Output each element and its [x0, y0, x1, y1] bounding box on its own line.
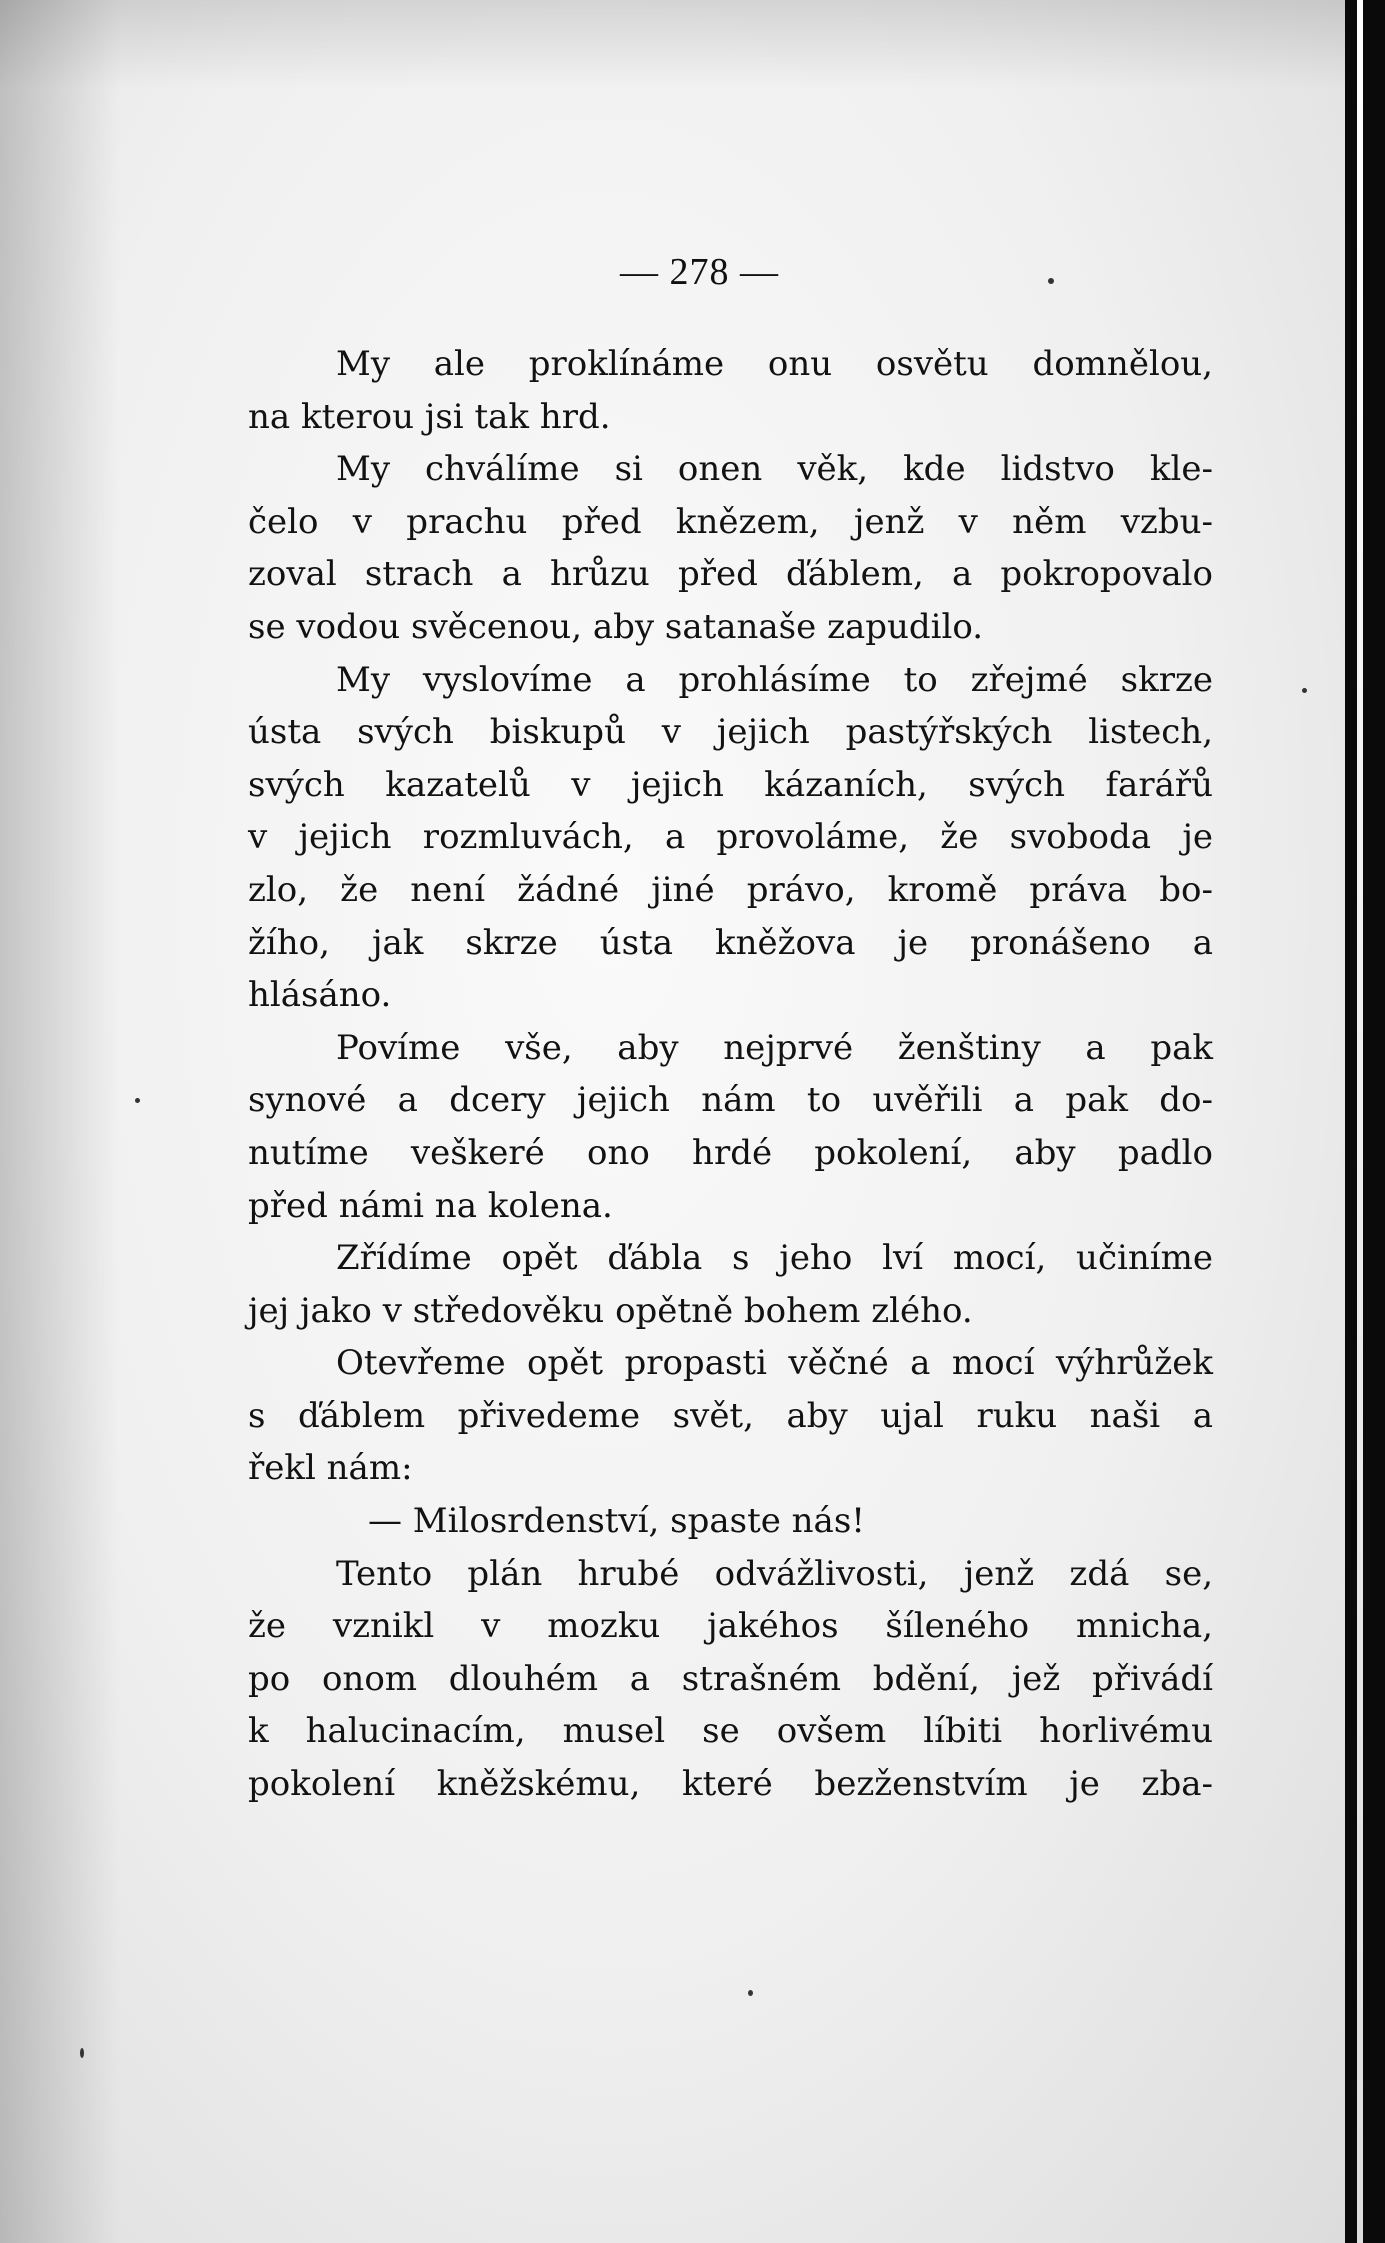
scan-speck: [748, 1990, 753, 1996]
text-line: k halucinacím, musel se ovšem líbiti horlivému: [248, 1711, 1213, 1752]
text-line: nutíme veškeré ono hrdé pokolení, aby padlo: [248, 1132, 1213, 1173]
text-line: se vodou svěcenou, aby satanaše zapudilo.: [248, 606, 984, 647]
text-line: Zřídíme opět ďábla s jeho lví mocí, učiníme: [336, 1238, 1213, 1279]
text-line: synové a dcery jejich nám to uvěřili a pak do-: [248, 1080, 1213, 1121]
text-line: Otevřeme opět propasti věčné a mocí výhrůžek: [336, 1343, 1213, 1384]
text-line: pokolení kněžskému, které bezženstvím je zba-: [248, 1764, 1213, 1805]
text-line: Tento plán hrubé odvážlivosti, jenž zdá se,: [336, 1553, 1213, 1594]
scan-speck: [1048, 278, 1054, 284]
text-line: My ale proklínáme onu osvětu domnělou,: [336, 344, 1213, 384]
text-line: svých kazatelů v jejich kázaních, svých farářů: [248, 764, 1213, 805]
text-line: na kterou jsi tak hrd.: [248, 396, 611, 437]
scan-border-line: [1357, 0, 1363, 2243]
text-line: Povíme vše, aby nejprvé ženštiny a pak: [336, 1027, 1213, 1068]
page-number: — 278 —: [620, 251, 779, 293]
scan-shadow-top: [0, 0, 1345, 90]
text-line: že vznikl v mozku jakéhos šíleného mnicha,: [248, 1606, 1213, 1647]
scan-border-right: [1345, 0, 1385, 2243]
text-line: s ďáblem přivedeme svět, aby ujal ruku naši a: [248, 1395, 1213, 1436]
text-line: čelo v prachu před knězem, jenž v něm vzbu-: [248, 501, 1213, 542]
text-line: po onom dlouhém a strašném bdění, jež přivádí: [248, 1658, 1213, 1699]
text-line: ústa svých biskupů v jejich pastýřských listech,: [248, 712, 1213, 753]
scan-shadow-left: [0, 0, 120, 2243]
text-line: My vyslovíme a prohlásíme to zřejmé skrze: [336, 659, 1213, 700]
text-line: před námi na kolena.: [248, 1185, 613, 1226]
text-line: — Milosrdenství, spaste nás!: [368, 1501, 865, 1542]
text-line: žího, jak skrze ústa kněžova je pronášeno a: [248, 922, 1213, 963]
scan-speck: [80, 2048, 84, 2058]
text-line: řekl nám:: [248, 1448, 413, 1489]
text-line: zlo, že není žádné jiné právo, kromě práva bo-: [248, 869, 1213, 910]
scan-speck: [135, 1098, 140, 1103]
text-line: My chválíme si onen věk, kde lidstvo kle-: [336, 449, 1213, 490]
text-line: jej jako v středověku opětně bohem zlého.: [248, 1290, 973, 1331]
text-line: v jejich rozmluvách, a provoláme, že svoboda je: [248, 817, 1213, 858]
body-text: [248, 338, 1213, 1811]
text-line: hlásáno.: [248, 975, 392, 1016]
scan-speck: [1302, 688, 1307, 693]
text-line: zoval strach a hrůzu před ďáblem, a pokropovalo: [248, 554, 1213, 595]
